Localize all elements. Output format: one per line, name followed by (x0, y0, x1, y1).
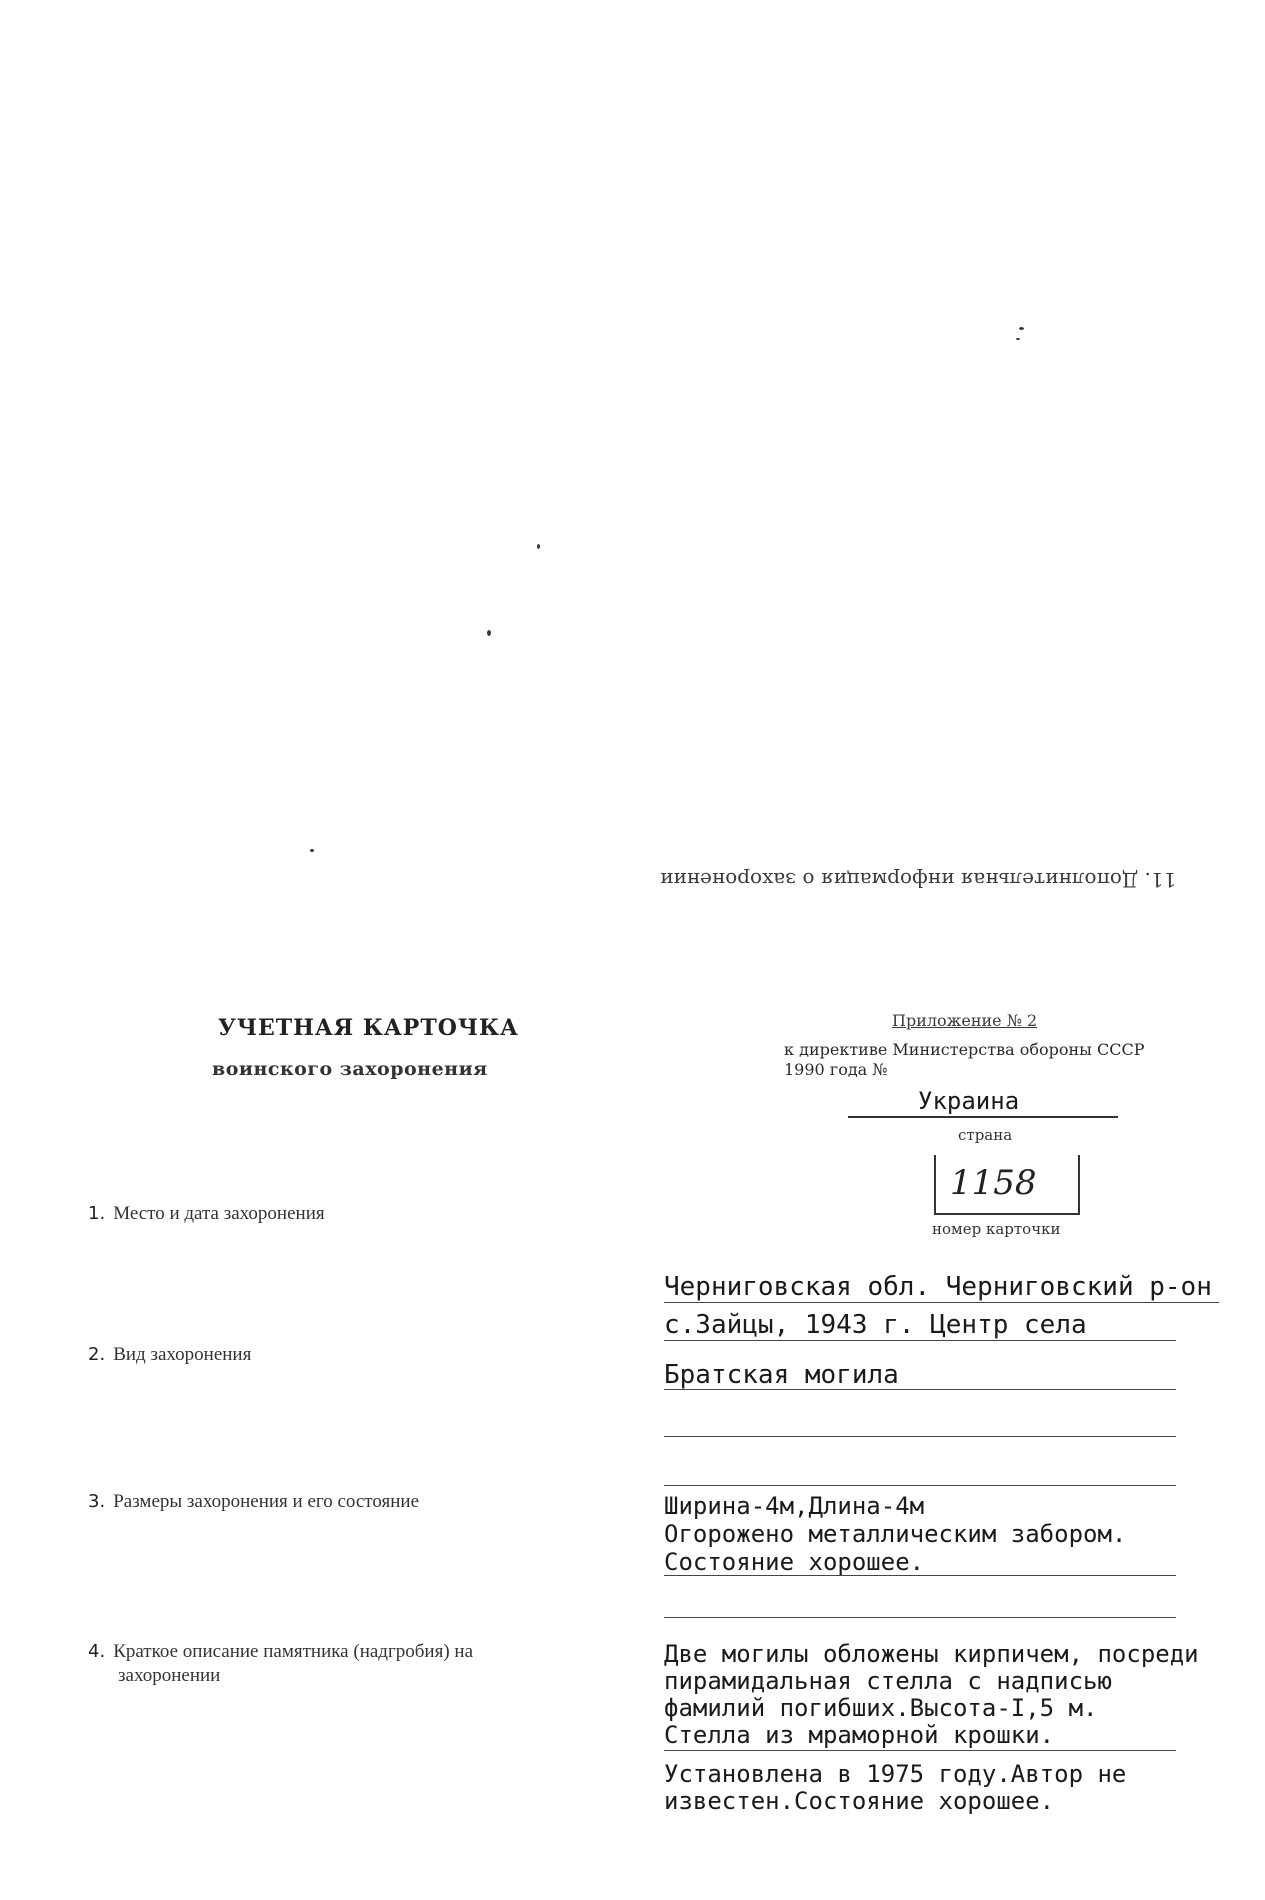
field-2-label (88, 1343, 251, 1367)
place-value-line-2: с.Зайцы, 1943 г. Центр села (664, 1310, 1087, 1340)
appendix-label: Приложение № 2 (892, 1011, 1038, 1030)
country-value: Украина (918, 1087, 1020, 1115)
place-value-line-1: Черниговская обл. Черниговский р-он (664, 1272, 1212, 1302)
scan-speck (310, 849, 314, 852)
directive-line-2: 1990 года № (784, 1060, 888, 1079)
card-title: УЧЕТНАЯ КАРТОЧКА (218, 1015, 519, 1041)
mirrored-section-heading: 11. Дополнительная информация о захоронении (660, 868, 1177, 892)
field-3-text: Размеры захоронения и его состояние (113, 1491, 419, 1512)
field-3-number: 3. (88, 1491, 106, 1512)
field-4-text-line-1: Краткое описание памятника (надгробия) на (113, 1641, 474, 1662)
scan-speck (1016, 338, 1020, 340)
scan-speck (537, 544, 540, 549)
scan-speck (1019, 327, 1024, 330)
field-2-number: 2. (88, 1344, 106, 1365)
desc-value-line-5: Установлена в 1975 году.Автор не (664, 1760, 1127, 1788)
field-4-text-line-2: захоронении (118, 1665, 221, 1686)
field-3-label (88, 1490, 419, 1514)
size-rule-0 (664, 1485, 1176, 1486)
place-rule-2 (664, 1340, 1176, 1341)
field-2-text: Вид захоронения (113, 1344, 252, 1365)
desc-value-line-3: фамилий погибших.Высота-I,5 м. (664, 1694, 1098, 1722)
size-value-line-3: Состояние хорошее. (664, 1548, 925, 1576)
type-rule-2 (664, 1436, 1176, 1437)
place-rule-1 (664, 1302, 1219, 1303)
card-number-caption: номер карточки (932, 1220, 1061, 1238)
desc-value-line-2: пирамидальная стелла с надписью (664, 1667, 1112, 1695)
field-1-label (88, 1202, 325, 1226)
country-caption: страна (958, 1126, 1013, 1144)
field-4-number: 4. (88, 1641, 106, 1662)
desc-rule-4 (664, 1750, 1176, 1751)
field-4-label (88, 1640, 473, 1688)
field-1-number: 1. (88, 1203, 106, 1224)
field-1-text: Место и дата захоронения (113, 1203, 325, 1224)
directive-line-1: к директиве Министерства обороны СССР (784, 1040, 1145, 1059)
size-value-line-2: Огорожено металлическим забором. (664, 1520, 1127, 1548)
type-value: Братская могила (664, 1360, 899, 1390)
size-rule-4 (664, 1617, 1176, 1618)
card-subtitle: воинского захоронения (212, 1058, 488, 1080)
desc-value-line-1: Две могилы обложены кирпичем, посреди (664, 1640, 1199, 1668)
directive-reference (784, 1040, 1144, 1080)
desc-value-line-4: Стелла из мраморной крошки. (664, 1721, 1055, 1749)
size-value-line-1: Ширина-4м,Длина-4м (664, 1492, 925, 1520)
desc-value-line-6: известен.Состояние хорошее. (664, 1787, 1055, 1815)
scan-speck (487, 630, 491, 636)
card-number-value: 1158 (950, 1163, 1037, 1203)
